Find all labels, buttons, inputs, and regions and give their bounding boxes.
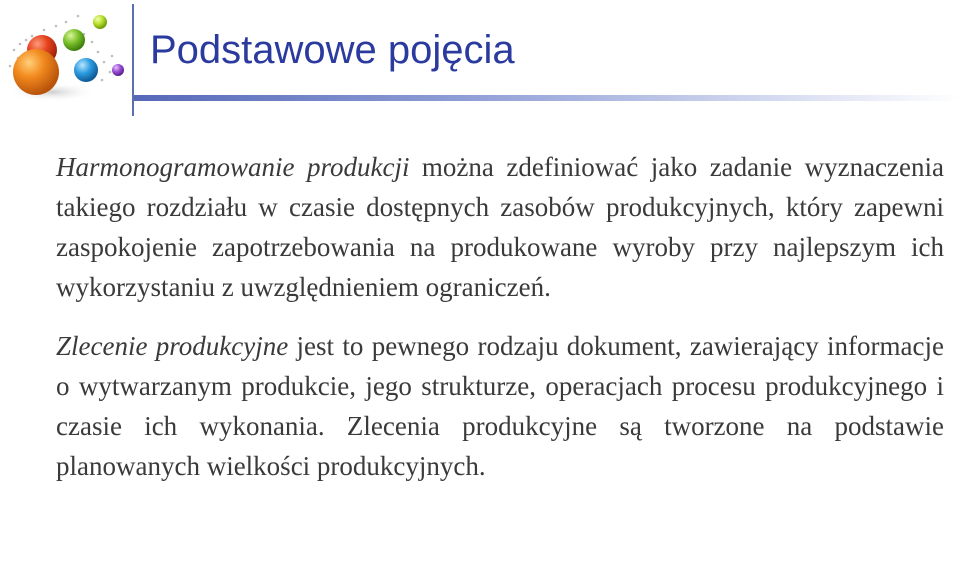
title-underline-rule (134, 95, 960, 101)
definition-zlecenie (56, 326, 944, 486)
defined-term: Harmonogramowanie produkcji (56, 152, 410, 182)
slide-title: Podstawowe pojęcia (150, 28, 515, 72)
decorative-spheres-logo (0, 0, 134, 112)
definition-text: można zdefiniować jako zadanie wyznaczenia takiego rozdziału w czasie dostępnych zasobów produkcyjnych, który zapewni zaspokojenie zapotrzebowania na produkowane wyroby przy najlepszym ich wykorzystaniu z uwzględnieniem ograniczeń. (56, 152, 944, 302)
definition-harmonogramowanie (56, 147, 944, 307)
slide-body (56, 147, 944, 486)
defined-term: Zlecenie produkcyjne (56, 331, 289, 361)
definition-text: jest to pewnego rodzaju dokument, zawierający informacje o wytwarzanym produkcie, jego strukturze, operacjach procesu produkcyjnego i czasie ich wykonania. Zlecenia produkcyjne są tworzone na podstawie planowanych wielkości produkcyjnych. (56, 331, 944, 481)
